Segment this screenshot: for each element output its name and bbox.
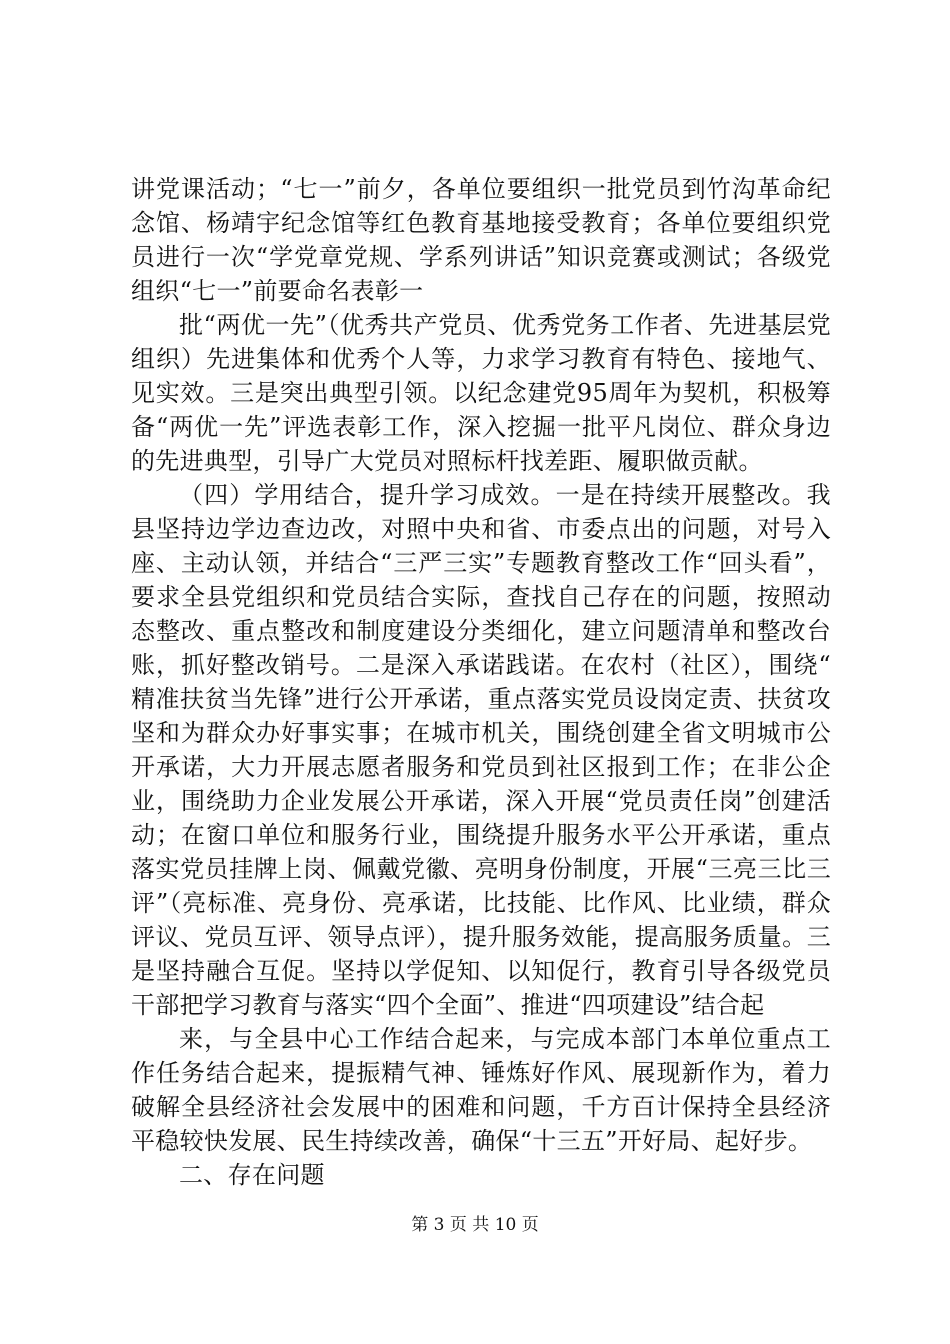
document-body (131, 172, 831, 1192)
paragraph-4: 来，与全县中心工作结合起来，与完成本部门本单位重点工作任务结合起来，提振精气神、锤炼好作风、展现新作为，着力破解全县经济社会发展中的困难和问题，千方百计保持全县经济平稳较快发展、民生持续改善，确保“十三五”开好局、起好步。 (131, 1025, 831, 1155)
paragraph-1: 讲党课活动；“七一”前夕，各单位要组织一批党员到竹沟革命纪念馆、杨靖宇纪念馆等红色教育基地接受教育；各单位要组织党员进行一次“学党章党规、学系列讲话”知识竞赛或测试；各级党组织“七一”前要命名表彰一 (131, 175, 831, 305)
section-heading: 二、存在问题 (179, 1161, 325, 1189)
paragraph-3: （四）学用结合，提升学习成效。一是在持续开展整改。我县坚持边学边查边改，对照中央和省、市委点出的问题，对号入座、主动认领，并结合“三严三实”专题教育整改工作“回头看”，要求全县党组织和党员结合实际，查找自己存在的问题，按照动态整改、重点整改和制度建设分类细化，建立问题清单和整改台账，抓好整改销号。二是深入承诺践诺。在农村（社区），围绕“精准扶贫当先锋”进行公开承诺，重点落实党员设岗定责、扶贫攻坚和为群众办好事实事；在城市机关，围绕创建全省文明城市公开承诺，大力开展志愿者服务和党员到社区报到工作；在非公企业，围绕助力企业发展公开承诺，深入开展“党员责任岗”创建活动；在窗口单位和服务行业，围绕提升服务水平公开承诺，重点落实党员挂牌上岗、佩戴党徽、亮明身份制度，开展“三亮三比三评”（亮标准、亮身份、亮承诺，比技能、比作风、比业绩，群众评议、党员互评、领导点评），提升服务效能，提高服务质量。三是坚持融合互促。坚持以学促知、以知促行，教育引导各级党员干部把学习教育与落实“四个全面”、推进“四项建设”结合起 (131, 481, 831, 1019)
paragraph-2: 批“两优一先”（优秀共产党员、优秀党务工作者、先进基层党组织）先进集体和优秀个人等，力求学习教育有特色、接地气、见实效。三是突出典型引领。以纪念建党95周年为契机，积极筹备“两优一先”评选表彰工作，深入挖掘一批平凡岗位、群众身边的先进典型，引导广大党员对照标杆找差距、履职做贡献。 (131, 311, 831, 475)
page-number-footer: 第 3 页 共 10 页 (411, 1215, 539, 1235)
